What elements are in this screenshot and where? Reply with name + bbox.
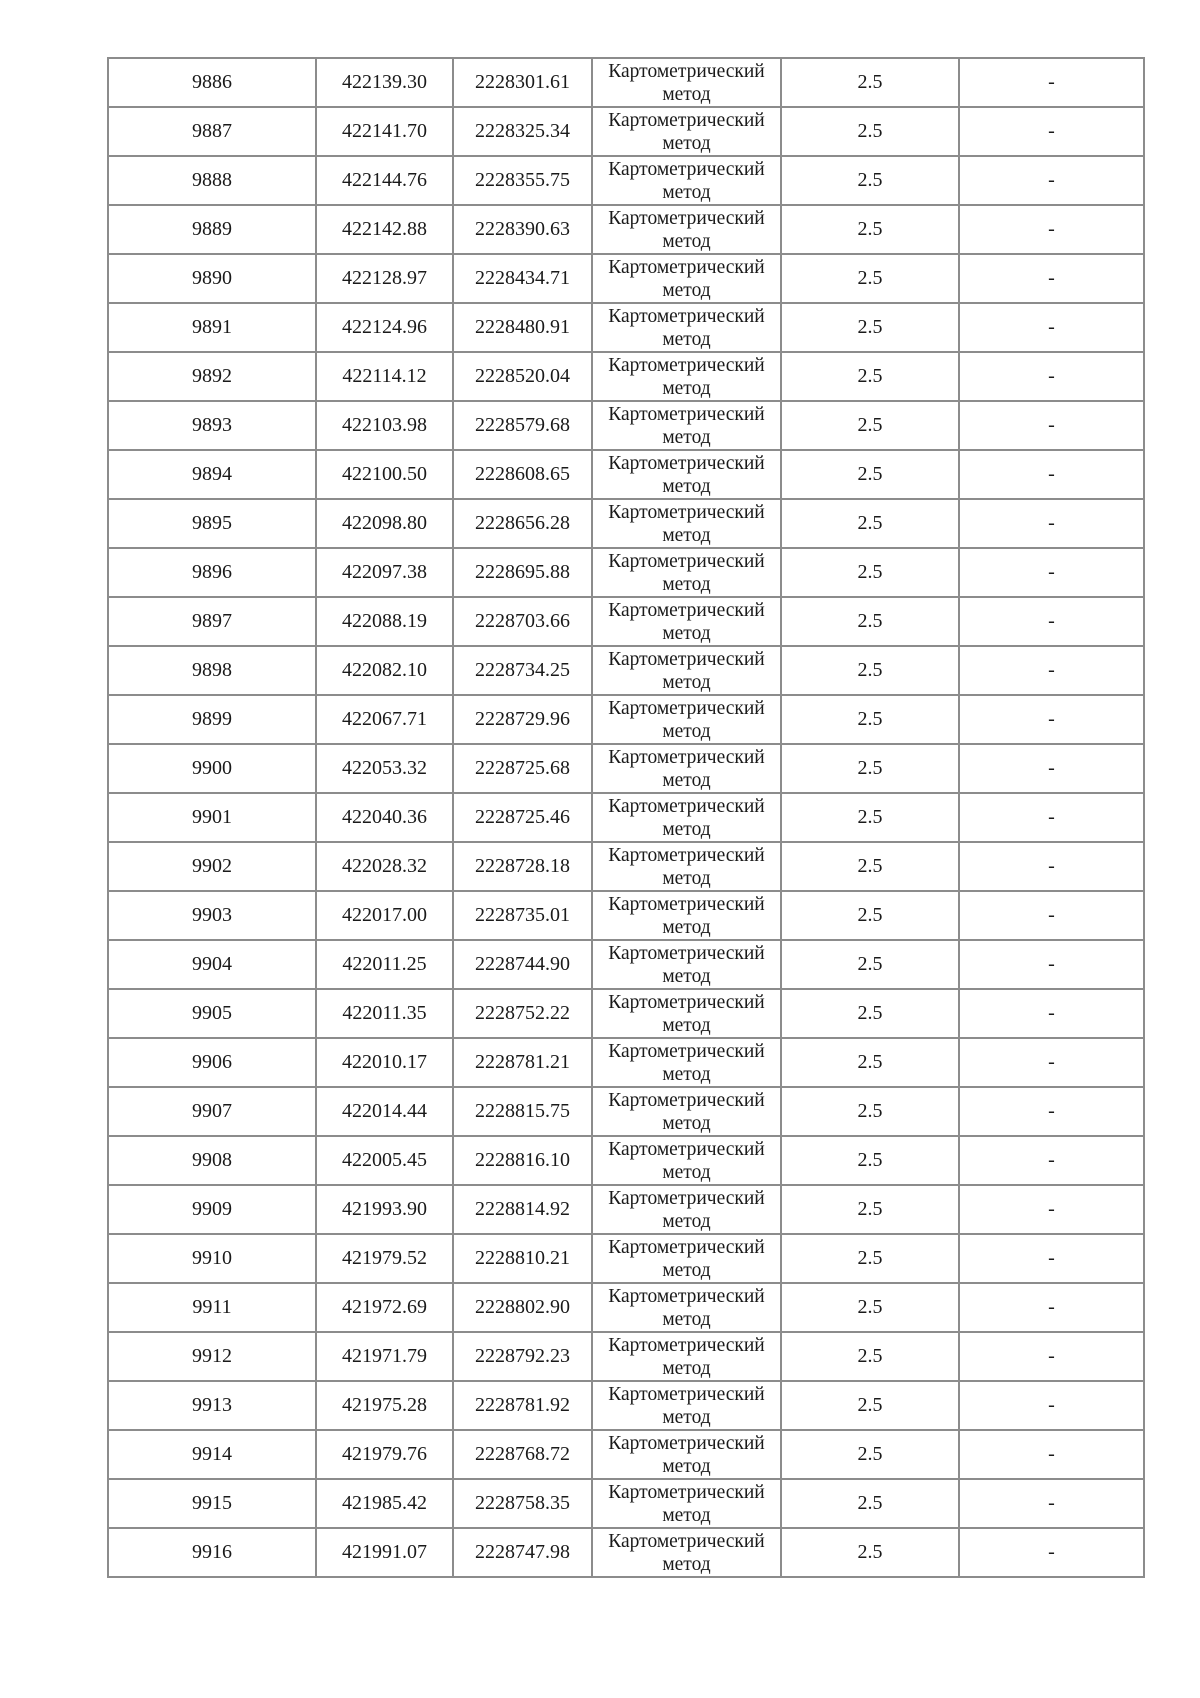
point-number-cell: 9895 — [108, 499, 316, 548]
description-cell: - — [959, 352, 1144, 401]
table-row — [108, 107, 1144, 156]
table-row — [108, 1528, 1144, 1577]
method-line-1: Картометрический — [608, 893, 765, 915]
x-coordinate-cell: 422028.32 — [316, 842, 453, 891]
accuracy-cell: 2.5 — [781, 401, 959, 450]
y-coordinate-cell: 2228768.72 — [453, 1430, 592, 1479]
y-coordinate-cell: 2228390.63 — [453, 205, 592, 254]
accuracy-cell: 2.5 — [781, 548, 959, 597]
table-row — [108, 940, 1144, 989]
x-coordinate-cell: 422144.76 — [316, 156, 453, 205]
method-line-2: метод — [662, 916, 711, 938]
description-cell: - — [959, 940, 1144, 989]
description-cell: - — [959, 205, 1144, 254]
method-line-1: Картометрический — [608, 795, 765, 817]
description-cell: - — [959, 1087, 1144, 1136]
method-cell — [592, 1185, 781, 1234]
method-line-2: метод — [662, 1455, 711, 1477]
method-cell — [592, 303, 781, 352]
y-coordinate-cell: 2228520.04 — [453, 352, 592, 401]
description-cell: - — [959, 1381, 1144, 1430]
description-cell: - — [959, 548, 1144, 597]
method-line-2: метод — [662, 671, 711, 693]
y-coordinate-cell: 2228729.96 — [453, 695, 592, 744]
y-coordinate-cell: 2228355.75 — [453, 156, 592, 205]
x-coordinate-cell: 422053.32 — [316, 744, 453, 793]
accuracy-cell: 2.5 — [781, 107, 959, 156]
y-coordinate-cell: 2228728.18 — [453, 842, 592, 891]
accuracy-cell: 2.5 — [781, 205, 959, 254]
method-cell — [592, 646, 781, 695]
method-line-1: Картометрический — [608, 207, 765, 229]
table-row — [108, 1038, 1144, 1087]
table-row — [108, 58, 1144, 107]
y-coordinate-cell: 2228792.23 — [453, 1332, 592, 1381]
y-coordinate-cell: 2228725.46 — [453, 793, 592, 842]
method-cell — [592, 107, 781, 156]
description-cell: - — [959, 107, 1144, 156]
y-coordinate-cell: 2228744.90 — [453, 940, 592, 989]
x-coordinate-cell: 422114.12 — [316, 352, 453, 401]
accuracy-cell: 2.5 — [781, 646, 959, 695]
method-line-2: метод — [662, 181, 711, 203]
x-coordinate-cell: 422010.17 — [316, 1038, 453, 1087]
description-cell: - — [959, 1234, 1144, 1283]
accuracy-cell: 2.5 — [781, 1381, 959, 1430]
table-row — [108, 744, 1144, 793]
table-row — [108, 793, 1144, 842]
method-line-2: метод — [662, 1014, 711, 1036]
y-coordinate-cell: 2228695.88 — [453, 548, 592, 597]
method-cell — [592, 1136, 781, 1185]
method-line-1: Картометрический — [608, 109, 765, 131]
accuracy-cell: 2.5 — [781, 499, 959, 548]
x-coordinate-cell: 421975.28 — [316, 1381, 453, 1430]
method-line-2: метод — [662, 524, 711, 546]
accuracy-cell: 2.5 — [781, 156, 959, 205]
description-cell: - — [959, 1479, 1144, 1528]
method-line-1: Картометрический — [608, 942, 765, 964]
table-row — [108, 156, 1144, 205]
point-number-cell: 9909 — [108, 1185, 316, 1234]
coordinates-table — [107, 57, 1145, 1578]
accuracy-cell: 2.5 — [781, 1234, 959, 1283]
point-number-cell: 9900 — [108, 744, 316, 793]
method-line-2: метод — [662, 1357, 711, 1379]
method-line-1: Картометрический — [608, 1138, 765, 1160]
method-line-2: метод — [662, 1406, 711, 1428]
accuracy-cell: 2.5 — [781, 1087, 959, 1136]
x-coordinate-cell: 422088.19 — [316, 597, 453, 646]
x-coordinate-cell: 422100.50 — [316, 450, 453, 499]
point-number-cell: 9904 — [108, 940, 316, 989]
method-line-1: Картометрический — [608, 599, 765, 621]
y-coordinate-cell: 2228758.35 — [453, 1479, 592, 1528]
x-coordinate-cell: 421979.52 — [316, 1234, 453, 1283]
y-coordinate-cell: 2228480.91 — [453, 303, 592, 352]
y-coordinate-cell: 2228752.22 — [453, 989, 592, 1038]
description-cell: - — [959, 1528, 1144, 1577]
method-line-2: метод — [662, 1112, 711, 1134]
y-coordinate-cell: 2228725.68 — [453, 744, 592, 793]
method-cell — [592, 156, 781, 205]
x-coordinate-cell: 422097.38 — [316, 548, 453, 597]
method-cell — [592, 1381, 781, 1430]
method-line-2: метод — [662, 867, 711, 889]
accuracy-cell: 2.5 — [781, 450, 959, 499]
point-number-cell: 9891 — [108, 303, 316, 352]
method-cell — [592, 450, 781, 499]
y-coordinate-cell: 2228814.92 — [453, 1185, 592, 1234]
method-cell — [592, 205, 781, 254]
y-coordinate-cell: 2228608.65 — [453, 450, 592, 499]
coordinates-table-body — [108, 58, 1144, 1577]
method-line-1: Картометрический — [608, 158, 765, 180]
method-cell — [592, 940, 781, 989]
table-row — [108, 254, 1144, 303]
accuracy-cell: 2.5 — [781, 1136, 959, 1185]
x-coordinate-cell: 422011.25 — [316, 940, 453, 989]
x-coordinate-cell: 422142.88 — [316, 205, 453, 254]
method-line-1: Картометрический — [608, 1334, 765, 1356]
method-line-2: метод — [662, 377, 711, 399]
point-number-cell: 9897 — [108, 597, 316, 646]
y-coordinate-cell: 2228815.75 — [453, 1087, 592, 1136]
point-number-cell: 9902 — [108, 842, 316, 891]
point-number-cell: 9896 — [108, 548, 316, 597]
point-number-cell: 9887 — [108, 107, 316, 156]
method-cell — [592, 989, 781, 1038]
description-cell: - — [959, 1038, 1144, 1087]
table-row — [108, 548, 1144, 597]
table-row — [108, 1234, 1144, 1283]
method-cell — [592, 842, 781, 891]
y-coordinate-cell: 2228810.21 — [453, 1234, 592, 1283]
accuracy-cell: 2.5 — [781, 352, 959, 401]
description-cell: - — [959, 597, 1144, 646]
method-line-2: метод — [662, 1504, 711, 1526]
method-line-2: метод — [662, 279, 711, 301]
y-coordinate-cell: 2228781.21 — [453, 1038, 592, 1087]
x-coordinate-cell: 422011.35 — [316, 989, 453, 1038]
method-cell — [592, 597, 781, 646]
accuracy-cell: 2.5 — [781, 793, 959, 842]
table-row — [108, 205, 1144, 254]
table-row — [108, 1136, 1144, 1185]
method-line-1: Картометрический — [608, 1530, 765, 1552]
description-cell: - — [959, 401, 1144, 450]
method-cell — [592, 1332, 781, 1381]
point-number-cell: 9911 — [108, 1283, 316, 1332]
method-line-2: метод — [662, 230, 711, 252]
method-line-2: метод — [662, 720, 711, 742]
description-cell: - — [959, 744, 1144, 793]
accuracy-cell: 2.5 — [781, 1332, 959, 1381]
x-coordinate-cell: 422017.00 — [316, 891, 453, 940]
method-line-1: Картометрический — [608, 697, 765, 719]
x-coordinate-cell: 422014.44 — [316, 1087, 453, 1136]
method-cell — [592, 1234, 781, 1283]
x-coordinate-cell: 421972.69 — [316, 1283, 453, 1332]
method-cell — [592, 548, 781, 597]
method-cell — [592, 1479, 781, 1528]
point-number-cell: 9899 — [108, 695, 316, 744]
accuracy-cell: 2.5 — [781, 1528, 959, 1577]
accuracy-cell: 2.5 — [781, 744, 959, 793]
method-cell — [592, 744, 781, 793]
point-number-cell: 9916 — [108, 1528, 316, 1577]
method-line-2: метод — [662, 1210, 711, 1232]
point-number-cell: 9912 — [108, 1332, 316, 1381]
y-coordinate-cell: 2228816.10 — [453, 1136, 592, 1185]
point-number-cell: 9906 — [108, 1038, 316, 1087]
y-coordinate-cell: 2228434.71 — [453, 254, 592, 303]
method-line-2: метод — [662, 132, 711, 154]
method-line-1: Картометрический — [608, 256, 765, 278]
method-line-1: Картометрический — [608, 1285, 765, 1307]
x-coordinate-cell: 422124.96 — [316, 303, 453, 352]
table-row — [108, 303, 1144, 352]
x-coordinate-cell: 422128.97 — [316, 254, 453, 303]
y-coordinate-cell: 2228325.34 — [453, 107, 592, 156]
point-number-cell: 9886 — [108, 58, 316, 107]
method-line-2: метод — [662, 1161, 711, 1183]
method-line-2: метод — [662, 1553, 711, 1575]
method-line-1: Картометрический — [608, 1383, 765, 1405]
method-line-1: Картометрический — [608, 746, 765, 768]
x-coordinate-cell: 422139.30 — [316, 58, 453, 107]
y-coordinate-cell: 2228802.90 — [453, 1283, 592, 1332]
point-number-cell: 9903 — [108, 891, 316, 940]
table-row — [108, 1087, 1144, 1136]
description-cell: - — [959, 1332, 1144, 1381]
description-cell: - — [959, 303, 1144, 352]
table-row — [108, 401, 1144, 450]
table-row — [108, 1381, 1144, 1430]
y-coordinate-cell: 2228579.68 — [453, 401, 592, 450]
method-line-1: Картометрический — [608, 1481, 765, 1503]
method-line-1: Картометрический — [608, 1187, 765, 1209]
method-cell — [592, 254, 781, 303]
point-number-cell: 9892 — [108, 352, 316, 401]
description-cell: - — [959, 58, 1144, 107]
description-cell: - — [959, 156, 1144, 205]
method-cell — [592, 1087, 781, 1136]
method-cell — [592, 499, 781, 548]
description-cell: - — [959, 1283, 1144, 1332]
y-coordinate-cell: 2228656.28 — [453, 499, 592, 548]
table-row — [108, 1479, 1144, 1528]
point-number-cell: 9893 — [108, 401, 316, 450]
table-row — [108, 499, 1144, 548]
description-cell: - — [959, 891, 1144, 940]
method-line-1: Картометрический — [608, 1236, 765, 1258]
method-line-2: метод — [662, 1259, 711, 1281]
method-line-2: метод — [662, 769, 711, 791]
point-number-cell: 9905 — [108, 989, 316, 1038]
description-cell: - — [959, 793, 1144, 842]
table-row — [108, 450, 1144, 499]
table-row — [108, 646, 1144, 695]
method-cell — [592, 58, 781, 107]
accuracy-cell: 2.5 — [781, 891, 959, 940]
description-cell: - — [959, 989, 1144, 1038]
y-coordinate-cell: 2228734.25 — [453, 646, 592, 695]
table-row — [108, 1430, 1144, 1479]
accuracy-cell: 2.5 — [781, 1430, 959, 1479]
x-coordinate-cell: 422103.98 — [316, 401, 453, 450]
y-coordinate-cell: 2228301.61 — [453, 58, 592, 107]
method-line-1: Картометрический — [608, 60, 765, 82]
description-cell: - — [959, 842, 1144, 891]
table-row — [108, 1332, 1144, 1381]
description-cell: - — [959, 1185, 1144, 1234]
method-line-1: Картометрический — [608, 403, 765, 425]
accuracy-cell: 2.5 — [781, 303, 959, 352]
method-cell — [592, 1283, 781, 1332]
x-coordinate-cell: 422082.10 — [316, 646, 453, 695]
accuracy-cell: 2.5 — [781, 989, 959, 1038]
method-line-1: Картометрический — [608, 305, 765, 327]
point-number-cell: 9908 — [108, 1136, 316, 1185]
accuracy-cell: 2.5 — [781, 940, 959, 989]
table-row — [108, 1283, 1144, 1332]
point-number-cell: 9901 — [108, 793, 316, 842]
method-cell — [592, 1528, 781, 1577]
method-line-1: Картометрический — [608, 354, 765, 376]
point-number-cell: 9898 — [108, 646, 316, 695]
accuracy-cell: 2.5 — [781, 58, 959, 107]
table-row — [108, 891, 1144, 940]
method-line-1: Картометрический — [608, 452, 765, 474]
method-line-1: Картометрический — [608, 1432, 765, 1454]
accuracy-cell: 2.5 — [781, 597, 959, 646]
description-cell: - — [959, 254, 1144, 303]
x-coordinate-cell: 422040.36 — [316, 793, 453, 842]
method-line-2: метод — [662, 426, 711, 448]
method-cell — [592, 793, 781, 842]
x-coordinate-cell: 421993.90 — [316, 1185, 453, 1234]
point-number-cell: 9913 — [108, 1381, 316, 1430]
method-cell — [592, 695, 781, 744]
accuracy-cell: 2.5 — [781, 254, 959, 303]
description-cell: - — [959, 1136, 1144, 1185]
method-line-2: метод — [662, 328, 711, 350]
description-cell: - — [959, 646, 1144, 695]
accuracy-cell: 2.5 — [781, 695, 959, 744]
method-cell — [592, 891, 781, 940]
y-coordinate-cell: 2228781.92 — [453, 1381, 592, 1430]
x-coordinate-cell: 421985.42 — [316, 1479, 453, 1528]
method-line-2: метод — [662, 1063, 711, 1085]
method-line-2: метод — [662, 573, 711, 595]
y-coordinate-cell: 2228703.66 — [453, 597, 592, 646]
table-row — [108, 842, 1144, 891]
point-number-cell: 9888 — [108, 156, 316, 205]
accuracy-cell: 2.5 — [781, 1283, 959, 1332]
method-line-1: Картометрический — [608, 844, 765, 866]
method-line-2: метод — [662, 83, 711, 105]
method-line-2: метод — [662, 475, 711, 497]
method-cell — [592, 1430, 781, 1479]
table-row — [108, 989, 1144, 1038]
accuracy-cell: 2.5 — [781, 842, 959, 891]
table-row — [108, 597, 1144, 646]
y-coordinate-cell: 2228735.01 — [453, 891, 592, 940]
x-coordinate-cell: 422098.80 — [316, 499, 453, 548]
table-row — [108, 695, 1144, 744]
point-number-cell: 9889 — [108, 205, 316, 254]
method-line-2: метод — [662, 965, 711, 987]
point-number-cell: 9890 — [108, 254, 316, 303]
x-coordinate-cell: 421971.79 — [316, 1332, 453, 1381]
x-coordinate-cell: 421979.76 — [316, 1430, 453, 1479]
x-coordinate-cell: 422067.71 — [316, 695, 453, 744]
description-cell: - — [959, 695, 1144, 744]
method-line-2: метод — [662, 1308, 711, 1330]
method-cell — [592, 352, 781, 401]
method-line-1: Картометрический — [608, 991, 765, 1013]
table-row — [108, 352, 1144, 401]
method-line-2: метод — [662, 818, 711, 840]
method-line-1: Картометрический — [608, 550, 765, 572]
accuracy-cell: 2.5 — [781, 1185, 959, 1234]
x-coordinate-cell: 422141.70 — [316, 107, 453, 156]
point-number-cell: 9915 — [108, 1479, 316, 1528]
table-row — [108, 1185, 1144, 1234]
point-number-cell: 9910 — [108, 1234, 316, 1283]
point-number-cell: 9907 — [108, 1087, 316, 1136]
accuracy-cell: 2.5 — [781, 1479, 959, 1528]
y-coordinate-cell: 2228747.98 — [453, 1528, 592, 1577]
method-cell — [592, 401, 781, 450]
method-line-1: Картометрический — [608, 1040, 765, 1062]
description-cell: - — [959, 1430, 1144, 1479]
description-cell: - — [959, 499, 1144, 548]
point-number-cell: 9894 — [108, 450, 316, 499]
description-cell: - — [959, 450, 1144, 499]
method-line-1: Картометрический — [608, 501, 765, 523]
method-line-2: метод — [662, 622, 711, 644]
x-coordinate-cell: 421991.07 — [316, 1528, 453, 1577]
x-coordinate-cell: 422005.45 — [316, 1136, 453, 1185]
point-number-cell: 9914 — [108, 1430, 316, 1479]
method-line-1: Картометрический — [608, 648, 765, 670]
method-cell — [592, 1038, 781, 1087]
method-line-1: Картометрический — [608, 1089, 765, 1111]
accuracy-cell: 2.5 — [781, 1038, 959, 1087]
